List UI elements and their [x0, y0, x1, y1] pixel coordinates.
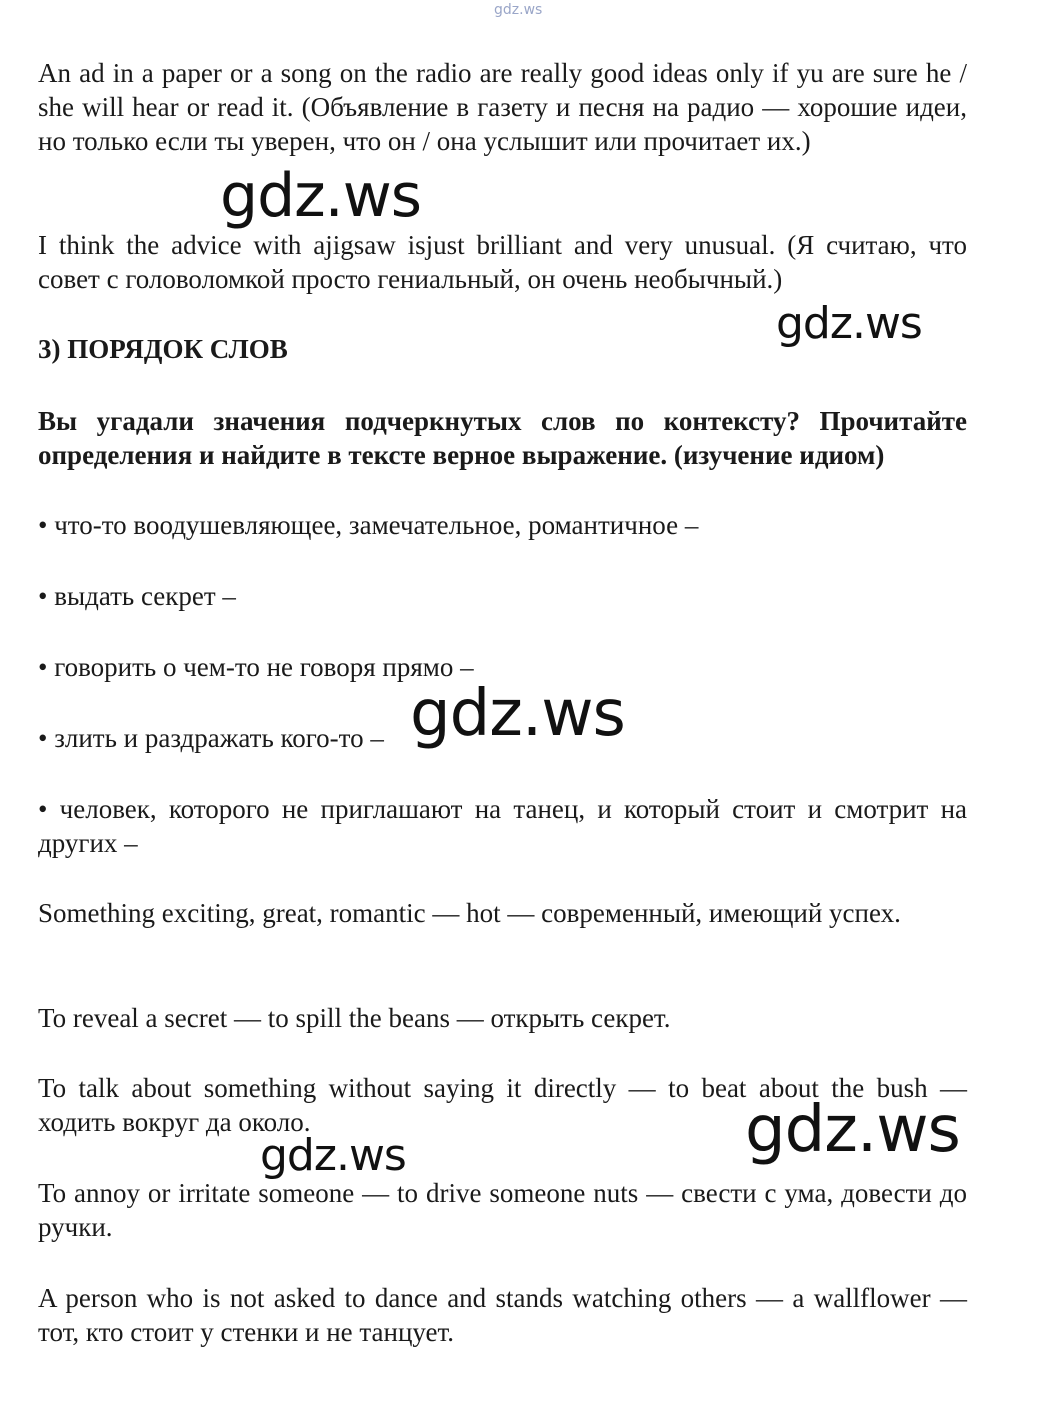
list-item: • что-то воодушевляющее, замечательное, романтичное –: [38, 510, 699, 540]
list-item: • злить и раздражать кого-то –: [38, 723, 384, 753]
section-title: 3) ПОРЯДОК СЛОВ: [38, 334, 288, 364]
paragraph-ad-radio: An ad in a paper or a song on the radio are really good ideas only if yu are sure he / she will hear or read it. (Объявление в газету и песня на радио — хорошие идеи, но только если ты уверен, что он / она услышит или прочитает их.): [38, 58, 967, 156]
answer-item: To talk about something without saying it directly — to beat about the bush — ходить вокруг да около.: [38, 1073, 967, 1137]
watermark: gdz.ws: [410, 677, 625, 751]
list-item: • человек, которого не приглашают на танец, и который стоит и смотрит на других –: [38, 794, 967, 858]
watermark: gdz.ws: [220, 161, 422, 231]
paragraph-jigsaw-advice: I think the advice with ajigsaw isjust brilliant and very unusual. (Я считаю, что совет с головоломкой просто гениальный, он очень необычный.): [38, 230, 967, 294]
task-instruction: Вы угадали значения подчеркнутых слов по контексту? Прочитайте определения и найдите в тексте верное выражение. (изучение идиом): [38, 406, 967, 470]
watermark: gdz.ws: [745, 1093, 960, 1167]
list-item: • выдать секрет –: [38, 581, 236, 611]
answer-item: To reveal a secret — to spill the beans — открыть секрет.: [38, 1003, 671, 1033]
watermark: gdz.ws: [260, 1130, 406, 1181]
list-item: • говорить о чем-то не говоря прямо –: [38, 652, 474, 682]
answer-item: A person who is not asked to dance and stands watching others — a wallflower — тот, кто стоит у стенки и не танцует.: [38, 1283, 967, 1347]
answer-item: To annoy or irritate someone — to drive someone nuts — свести с ума, довести до ручки.: [38, 1178, 967, 1242]
watermark: gdz.ws: [776, 298, 922, 349]
answer-item: Something exciting, great, romantic — hot — современный, имеющий успех.: [38, 898, 901, 928]
header-watermark: gdz.ws: [494, 2, 543, 18]
